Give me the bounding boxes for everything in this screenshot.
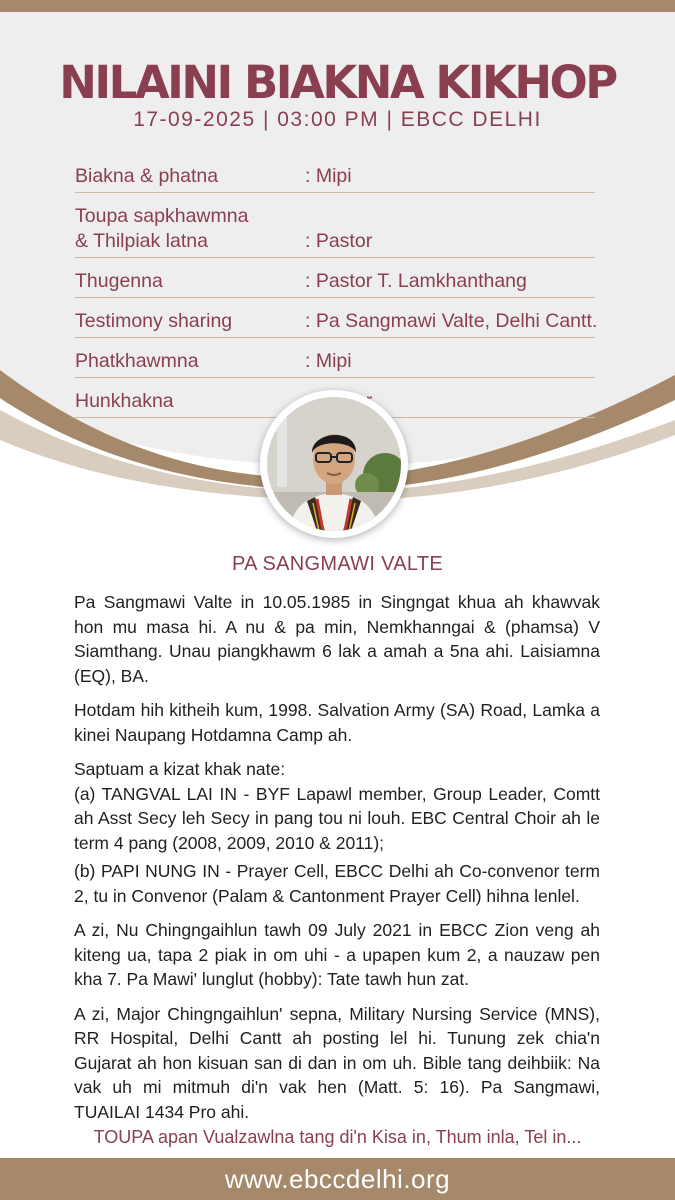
program-person: : Pa Sangmawi Valte, Delhi Cantt. [305,310,598,332]
bio-paragraph: A zi, Nu Chingngaihlun tawh 09 July 2021 in EBCC Zion veng ah kiteng ua, tapa 2 piak in om uhi - a upapen kum 2, a nauzaw pen kha 7. Pa Mawi' lunglut (hobby): Tate tawh hun zat. [74,920,600,989]
profile-photo [260,390,408,538]
program-role: Toupa sapkhawmna [75,205,249,227]
program-person: : Pastor T. Lamkhanthang [305,270,527,292]
bio-paragraph: (b) PAPI NUNG IN - Prayer Cell, EBCC Delhi ah Co-convenor term 2, tu in Convenor (Palam & Cantonment Prayer Cell) hihna lenlel. [74,861,600,906]
program-role: Hunkhakna [75,390,174,412]
bio-paragraph: A zi, Major Chingngaihlun' sepna, Military Nursing Service (MNS), RR Hospital, Delhi Cantt ah posting lel hi. Tunung zek chia'n Gujarat ah hon kisuan san di dan in om uh. Bible tang deihbiik: Na vak uh mi mitmuh di'n vak hen (Matt. 5: 16). Pa Sangmawi, TUAILAI 1434 Pro ahi. [74,1003,600,1122]
bio-paragraph: Pa Sangmawi Valte in 10.05.1985 in Singngat khua ah khawvak hon mu masa hi. A nu & pa min, Nemkhanngai & (phamsa) V Siamthang. Unau piangkhawm 6 lak a amah a 5na ahi. Laisiamna (EQ), BA. [74,592,600,686]
profile-name: PA SANGMAWI VALTE [231,553,444,575]
program-row [75,345,595,378]
portrait-photo-icon [267,397,401,531]
top-accent-bar [0,0,675,12]
program-role: Testimony sharing [75,310,233,332]
bio-paragraph: (a) TANGVAL LAI IN - BYF Lapawl member, Group Leader, Comtt ah Asst Secy leh Secy in pang tou ni louh. EBC Central Choir ah le term 4 pang (2008, 2009, 2010 & 2011); [74,783,600,853]
footer-url[interactable]: www.ebccdelhi.org [0,1158,675,1200]
program-row [75,160,595,193]
program-role: Biakna & phatna [75,165,219,187]
program-person: : Mipi [305,350,352,372]
bio-paragraph: Hotdam hih kitheih kum, 1998. Salvation Army (SA) Road, Lamka a kinei Naupang Hotdamna Camp ah. [74,700,600,745]
program-list [75,160,598,425]
program-row [75,200,595,258]
program-person: : Mipi [305,165,352,187]
biography [74,590,600,1134]
program-person: : Pastor [305,230,373,252]
program-row [75,265,595,298]
program-role: Phatkhawmna [75,350,199,372]
bio-paragraph: Saptuam a kizat khak nate: [74,759,286,779]
program-role: Thugenna [75,270,163,292]
tagline: TOUPA apan Vualzawlna tang di'n Kisa in, Thum inla, Tel in... [93,1127,582,1147]
event-title: NILAINI BIAKNA KIKHOP [59,56,616,109]
program-role: & Thilpiak latna [75,230,208,252]
event-date-venue: 17-09-2025 | 03:00 PM | EBCC DELHI [133,108,542,131]
program-row [75,305,598,338]
